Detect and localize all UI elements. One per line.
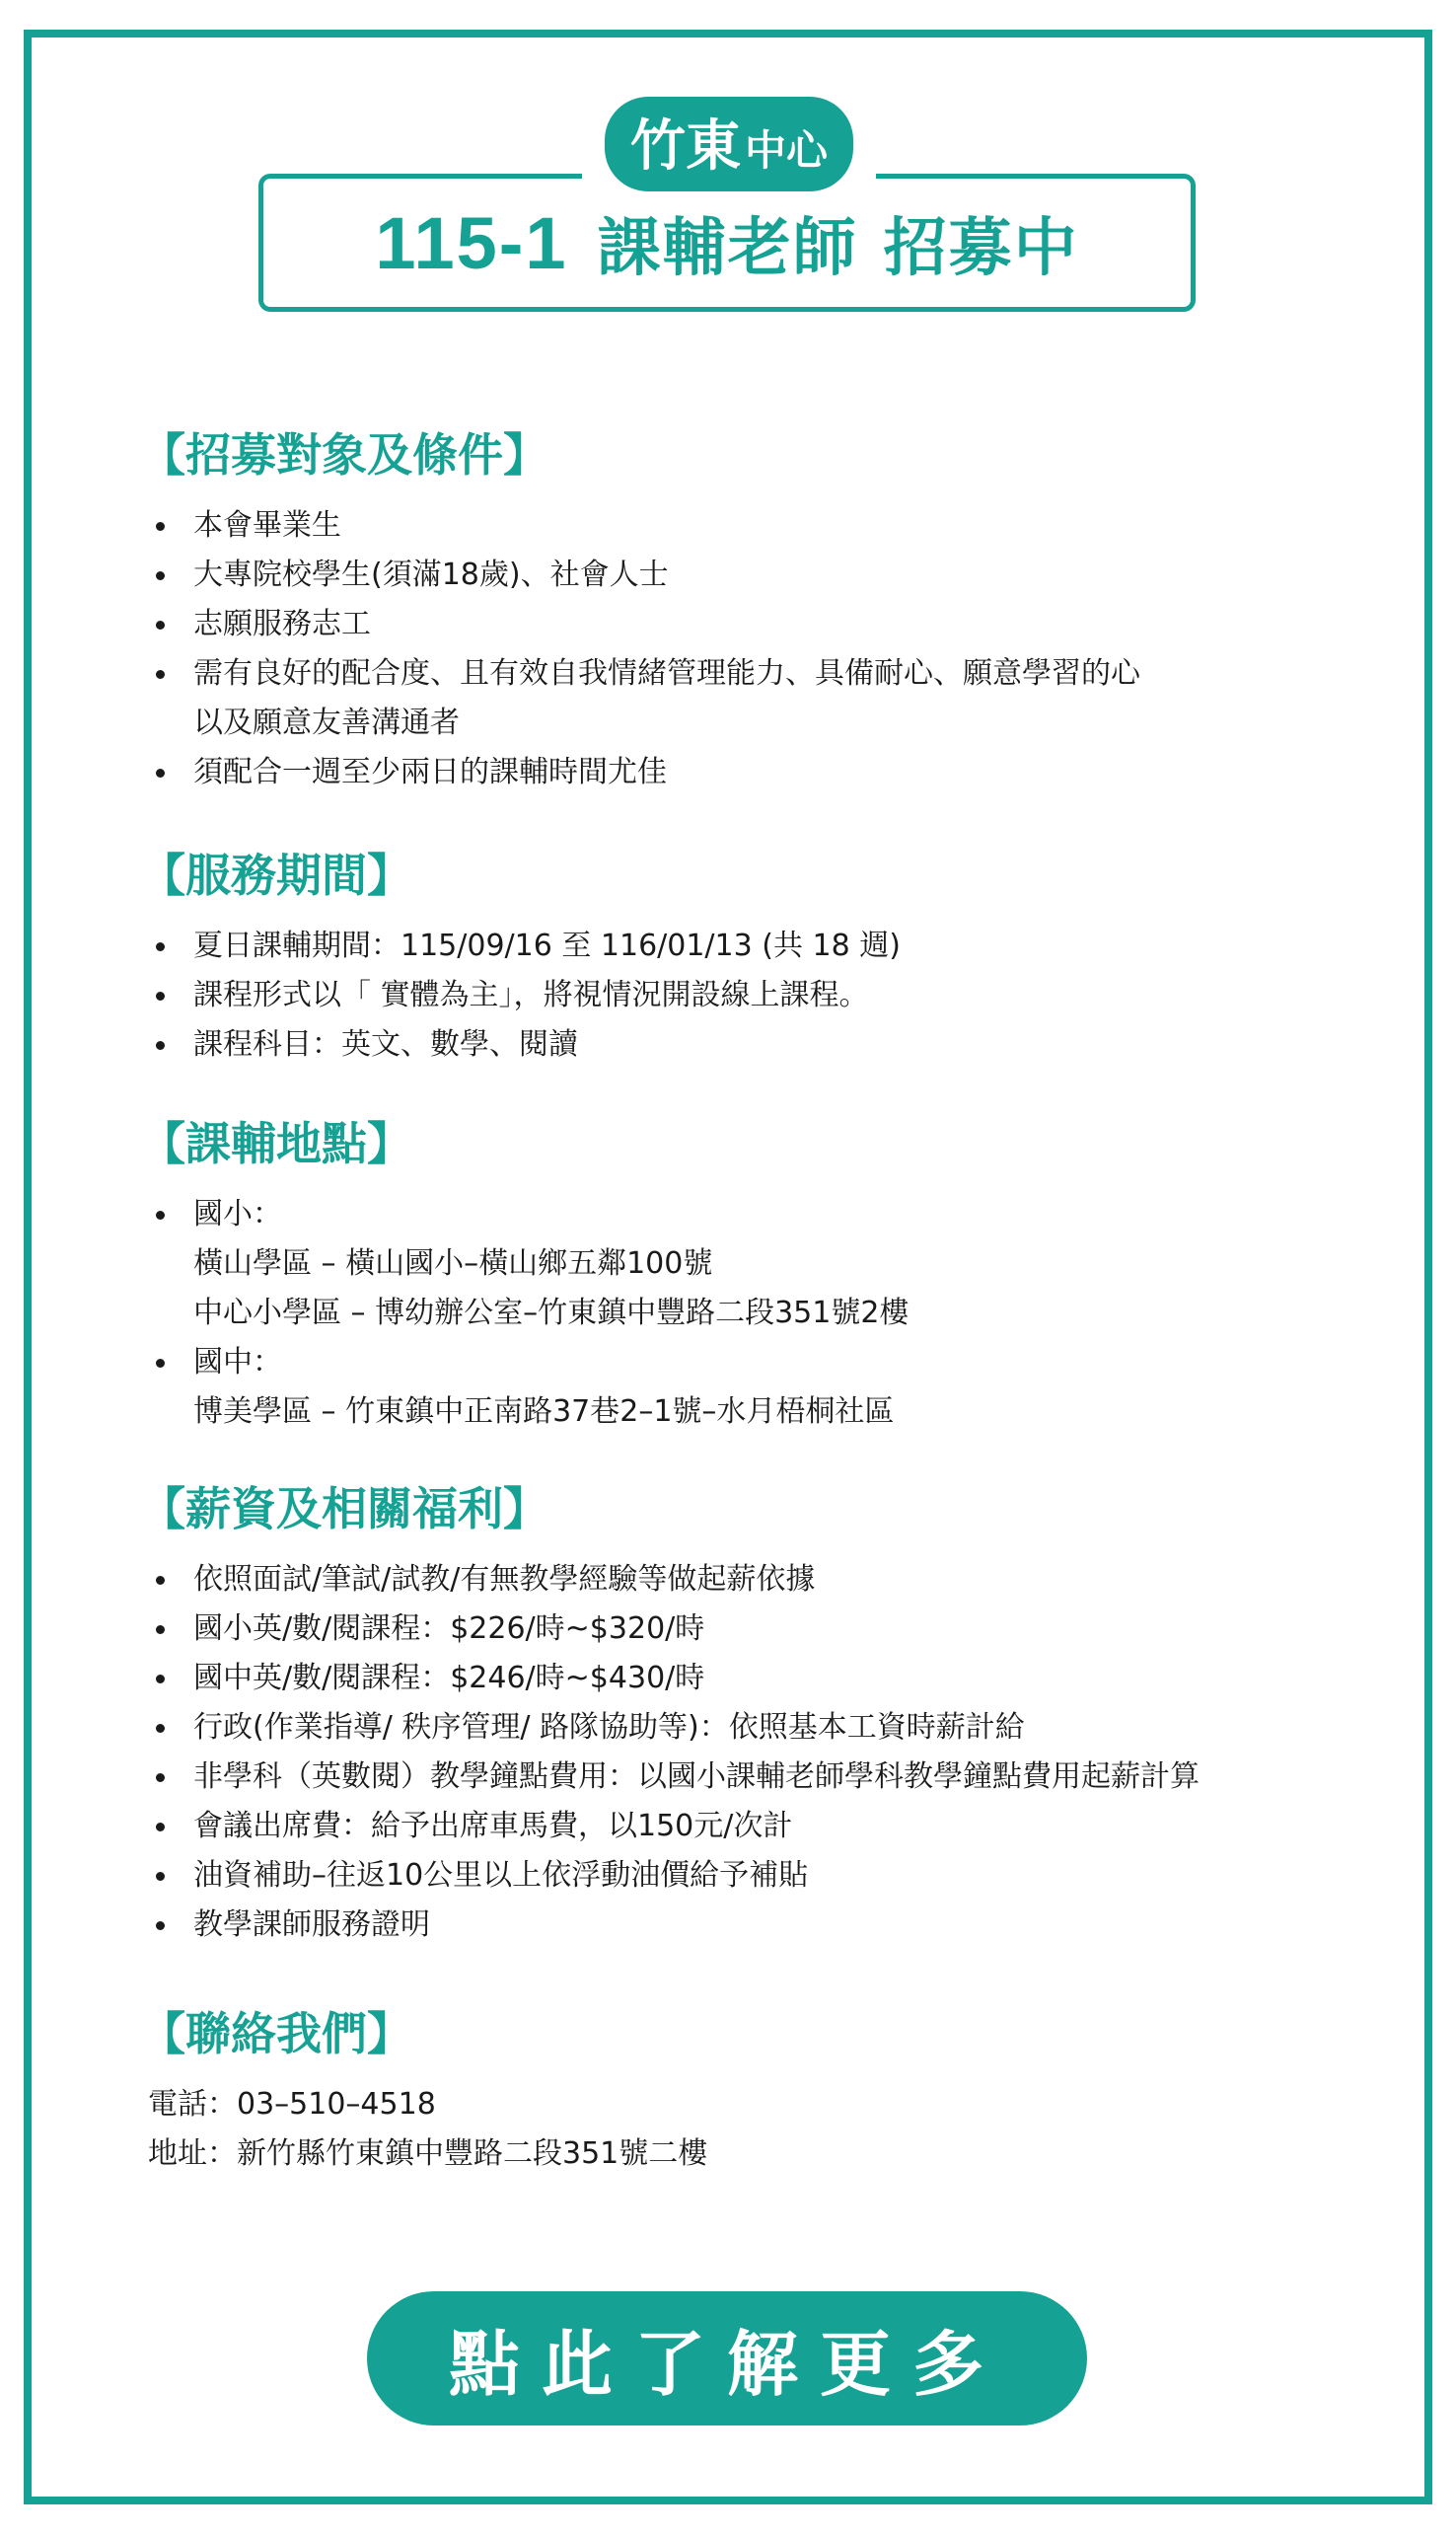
list-item: 國小英/數/閱課程：$226/時~$320/時 xyxy=(148,1604,1332,1654)
list-item: 志願服務志工 xyxy=(148,600,1332,649)
list-item: 課程科目：英文、數學、閱讀 xyxy=(148,1020,1332,1070)
list-item: 本會畢業生 xyxy=(148,501,1332,551)
contact-phone: 電話：03–510–4518 xyxy=(148,2087,436,2122)
center-badge xyxy=(582,95,876,193)
list-item: 依照面試/筆試/試教/有無教學經驗等做起薪依據 xyxy=(148,1555,1332,1604)
page-title xyxy=(258,174,1196,312)
list-item: 須配合一週至少兩日的課輔時間尤佳 xyxy=(148,748,1332,797)
section-period xyxy=(140,845,1332,1070)
list-item: 大專院校學生(須滿18歲)、社會人士 xyxy=(148,551,1332,600)
list-item: 行政(作業指導/ 秩序管理/ 路隊協助等)：依照基本工資時薪計給 xyxy=(148,1703,1332,1753)
list-item: 課程形式以「 實體為主」，將視情況開設線上課程。 xyxy=(148,971,1332,1020)
section-contact xyxy=(140,2003,1332,2179)
section-recruit xyxy=(140,424,1332,797)
title-number: 115-1 xyxy=(375,201,568,284)
section-heading: 【薪資及相關福利】 xyxy=(140,1482,548,1535)
section-heading: 【服務期間】 xyxy=(140,849,412,902)
learn-more-label: 點此了解更多 xyxy=(448,2323,1005,2406)
section-heading: 【招募對象及條件】 xyxy=(140,428,548,482)
list-item: 夏日課輔期間：115/09/16 至 116/01/13 (共 18 週) xyxy=(148,922,1332,971)
badge-suffix: 中心 xyxy=(744,126,828,175)
list-item: 非學科（英數閱）教學鐘點費用：以國小課輔老師學科教學鐘點費用起薪計算 xyxy=(148,1753,1332,1802)
badge-name: 竹東 xyxy=(629,114,741,179)
list-item: 教學課師服務證明 xyxy=(148,1901,1332,1950)
list-item: 需有良好的配合度、且有效自我情緒管理能力、具備耐心、願意學習的心 以及願意友善溝通者 xyxy=(148,649,1332,748)
contact-address: 地址：新竹縣竹東鎮中豐路二段351號二樓 xyxy=(148,2136,708,2171)
list-item: 國小： 橫山學區 – 橫山國小–橫山鄉五鄰100號 中心小學區 – 博幼辦公室–竹東鎮中豐路二段351號2樓 xyxy=(148,1190,1332,1338)
section-heading: 【課輔地點】 xyxy=(140,1117,412,1170)
title-part2: 招募中 xyxy=(883,212,1079,285)
section-heading: 【聯絡我們】 xyxy=(140,2007,412,2060)
section-salary xyxy=(140,1478,1332,1950)
list-item: 會議出席費：給予出席車馬費，以150元/次計 xyxy=(148,1802,1332,1851)
list-item: 國中： 博美學區 – 竹東鎮中正南路37巷2–1號–水月梧桐社區 xyxy=(148,1338,1332,1437)
learn-more-button[interactable] xyxy=(367,2291,1087,2425)
list-item: 油資補助–往返10公里以上依浮動油價給予補貼 xyxy=(148,1851,1332,1901)
list-item: 國中英/數/閱課程：$246/時~$430/時 xyxy=(148,1654,1332,1703)
title-part1: 課輔老師 xyxy=(597,212,858,285)
section-location xyxy=(140,1113,1332,1437)
